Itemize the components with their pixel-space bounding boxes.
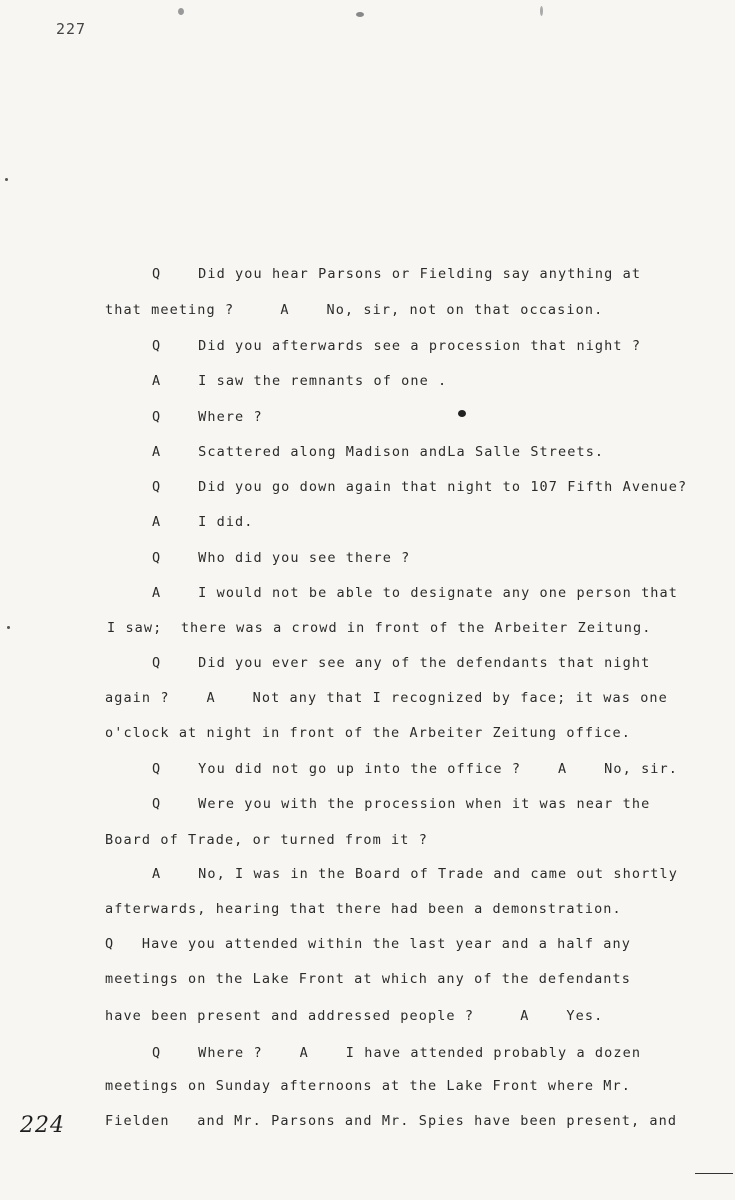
- transcript-line: that meeting ? A No, sir, not on that occasion.: [105, 302, 604, 318]
- transcript-line: A I saw the remnants of one .: [152, 373, 448, 389]
- scan-speck: [178, 8, 184, 15]
- transcript-line: A No, I was in the Board of Trade and came out shortly: [152, 866, 678, 882]
- transcript-line: meetings on Sunday afternoons at the Lake Front where Mr.: [105, 1078, 631, 1094]
- transcript-line: Q Where ? A I have attended probably a dozen: [152, 1045, 642, 1061]
- transcript-line: Board of Trade, or turned from it ?: [105, 832, 428, 848]
- transcript-line: Q Did you hear Parsons or Fielding say anything at: [152, 266, 642, 282]
- transcript-line: Q Did you go down again that night to 107 Fifth Avenue?: [152, 479, 688, 495]
- scan-speck: [458, 410, 466, 417]
- transcript-line: Q Were you with the procession when it was near the: [152, 796, 651, 812]
- scan-speck: [7, 626, 10, 629]
- bottom-rule: [695, 1173, 733, 1174]
- transcript-line: A Scattered along Madison andLa Salle Streets.: [152, 444, 605, 460]
- transcript-line: Q Have you attended within the last year and a half any: [105, 936, 631, 952]
- transcript-line: Fielden and Mr. Parsons and Mr. Spies have been present, and: [105, 1113, 678, 1129]
- transcript-line: have been present and addressed people ? A Yes.: [105, 1008, 604, 1024]
- transcript-line: I saw; there was a crowd in front of the Arbeiter Zeitung.: [107, 620, 652, 636]
- transcript-line: again ? A Not any that I recognized by face; it was one: [105, 690, 668, 706]
- transcript-line: meetings on the Lake Front at which any of the defendants: [105, 971, 631, 987]
- transcript-line: Q Did you afterwards see a procession that night ?: [152, 338, 642, 354]
- scan-speck: [5, 178, 8, 181]
- transcript-line: A I would not be able to designate any one person that: [152, 585, 678, 601]
- transcript-line: Q Where ?: [152, 409, 263, 425]
- margin-number: 224: [20, 1113, 65, 1138]
- transcript-line: afterwards, hearing that there had been a demonstration.: [105, 901, 622, 917]
- page-number: 227: [56, 20, 87, 38]
- transcript-line: o'clock at night in front of the Arbeiter Zeitung office.: [105, 725, 631, 741]
- transcript-line: Q You did not go up into the office ? A No, sir.: [152, 761, 678, 777]
- transcript-line: Q Did you ever see any of the defendants that night: [152, 655, 651, 671]
- scan-speck: [540, 6, 543, 16]
- transcript-line: Q Who did you see there ?: [152, 550, 411, 566]
- transcript-line: A I did.: [152, 514, 254, 530]
- scan-speck: [356, 12, 364, 17]
